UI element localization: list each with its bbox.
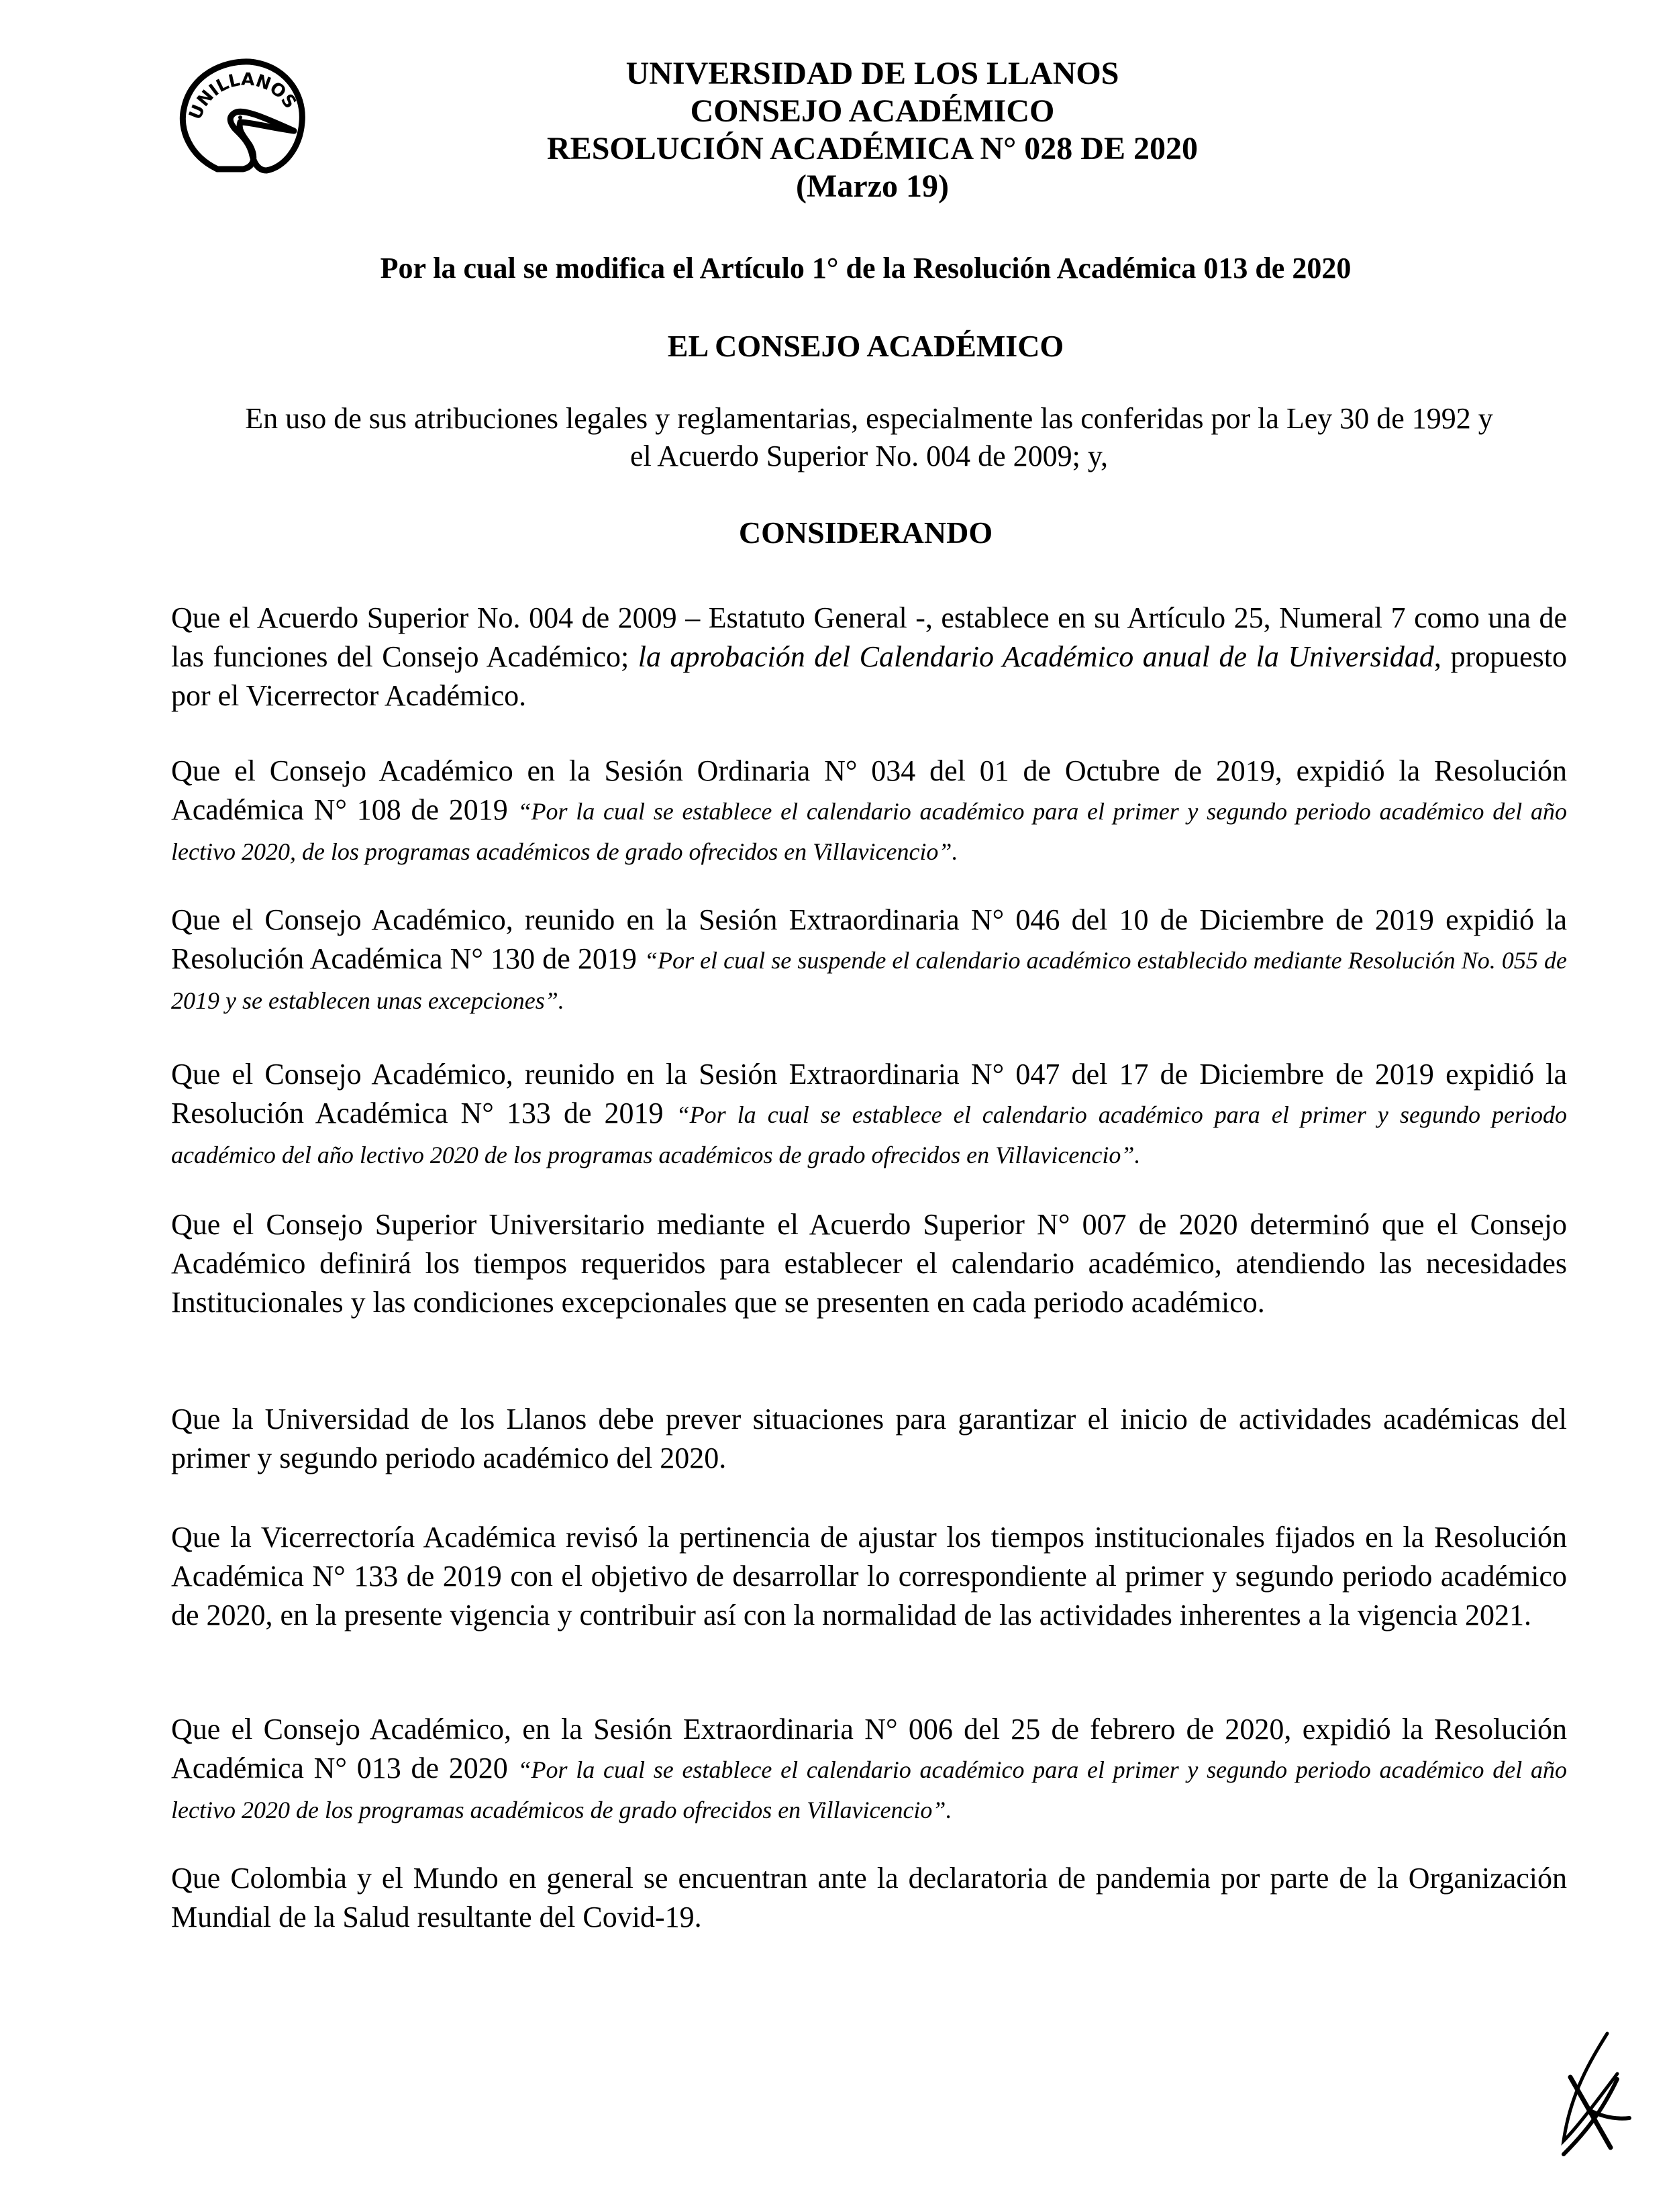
council-name: CONSEJO ACADÉMICO (690, 93, 1055, 129)
paragraph-9 (171, 1859, 1567, 1937)
paragraph-text: Que Colombia y el Mundo en general se encuentran ante la declaratoria de pandemia por parte de la Organización Mundial de la Salud resultante del Covid-19. (171, 1862, 1567, 1933)
paragraph-5 (171, 1205, 1567, 1322)
preamble (168, 400, 1570, 475)
paragraph-2 (171, 752, 1567, 871)
signature-initials-icon (1543, 2013, 1637, 2174)
paragraph-text: Que el Consejo Superior Universitario mediante el Acuerdo Superior N° 007 de 2020 determinó que el Consejo Académico definirá los tiempos requeridos para establecer el calendario académico, atendiendo las necesidades Institucionales y las condiciones excepcionales que se presenten en cada periodo académico. (171, 1208, 1567, 1319)
paragraph-tail: , propuesto por el Vicerrector Académico. (171, 640, 1567, 712)
paragraph-7 (171, 1518, 1567, 1635)
preamble-line-2: el Acuerdo Superior No. 004 de 2009; y, (629, 440, 1108, 472)
resolution-subject: Por la cual se modifica el Artículo 1° de la Resolución Académica 013 de 2020 (380, 252, 1352, 285)
paragraph-text: Que el Consejo Académico, reunido en la Sesión Extraordinaria N° 047 del 17 de Diciembre de 2019 expidió la Resolución Académica N° 133 de 2019 (171, 1058, 1567, 1129)
preamble-line-1: En uso de sus atribuciones legales y reglamentarias, especialmente las conferidas por la Ley 30 de 1992 y (245, 402, 1493, 435)
considering-heading: CONSIDERANDO (738, 515, 993, 550)
paragraph-text: Que el Consejo Académico, reunido en la Sesión Extraordinaria N° 046 del 10 de Diciembre de 2019 expidió la Resolución Académica N° 130 de 2019 (171, 903, 1567, 975)
resolution-number: RESOLUCIÓN ACADÉMICA N° 028 DE 2020 (547, 131, 1198, 166)
unillanos-logo-icon (176, 55, 310, 183)
paragraph-text: Que el Consejo Académico, en la Sesión Extraordinaria N° 006 del 25 de febrero de 2020, expidió la Resolución Académica N° 013 de 2020 (171, 1713, 1567, 1784)
paragraph-quote: “Por la cual se establece el calendario académico para el primer y segundo periodo académico del año lectivo 2020 de los programas académicos de grado ofrecidos en Villavicencio”. (171, 1756, 1567, 1823)
paragraph-6 (171, 1400, 1567, 1478)
paragraph-text: Que el Acuerdo Superior No. 004 de 2009 – Estatuto General -, establece en su Artículo 25, Numeral 7 como una de las funciones del Consejo Académico; (171, 601, 1567, 673)
paragraph-1 (171, 599, 1567, 715)
resolution-date: (Marzo 19) (796, 168, 949, 204)
paragraph-quote: “Por la cual se establece el calendario académico para el primer y segundo periodo académico del año lectivo 2020 de los programas académicos de grado ofrecidos en Villavicencio”. (171, 1101, 1567, 1168)
logo-text: UNILLANOS (185, 69, 301, 123)
institution-name: UNIVERSIDAD DE LOS LLANOS (625, 56, 1119, 91)
paragraph-4 (171, 1055, 1567, 1174)
paragraph-text: Que la Vicerrectoría Académica revisó la pertinencia de ajustar los tiempos institucionales fijados en la Resolución Académica N° 133 de 2019 con el objetivo de desarrollar lo correspondiente al primer y segundo periodo académico de 2020, en la presente vigencia y contribuir así con la normalidad de las actividades inherentes a la vigencia 2021. (171, 1521, 1567, 1631)
paragraph-quote: “Por la cual se establece el calendario académico para el primer y segundo periodo académico del año lectivo 2020, de los programas académicos de grado ofrecidos en Villavicencio”. (171, 798, 1567, 865)
paragraph-italic: la aprobación del Calendario Académico anual de la Universidad (638, 640, 1434, 673)
paragraph-text: Que la Universidad de los Llanos debe prever situaciones para garantizar el inicio de actividades académicas del primer y segundo periodo académico del 2020. (171, 1403, 1567, 1474)
paragraph-quote: “Por el cual se suspende el calendario académico establecido mediante Resolución No. 055 de 2019 y se establecen unas excepciones”. (171, 947, 1567, 1014)
document-header (470, 55, 1275, 205)
council-heading: EL CONSEJO ACADÉMICO (667, 329, 1064, 363)
paragraph-3 (171, 901, 1567, 1020)
paragraph-text: Que el Consejo Académico en la Sesión Ordinaria N° 034 del 01 de Octubre de 2019, expidió la Resolución Académica N° 108 de 2019 (171, 754, 1567, 826)
paragraph-8 (171, 1710, 1567, 1829)
